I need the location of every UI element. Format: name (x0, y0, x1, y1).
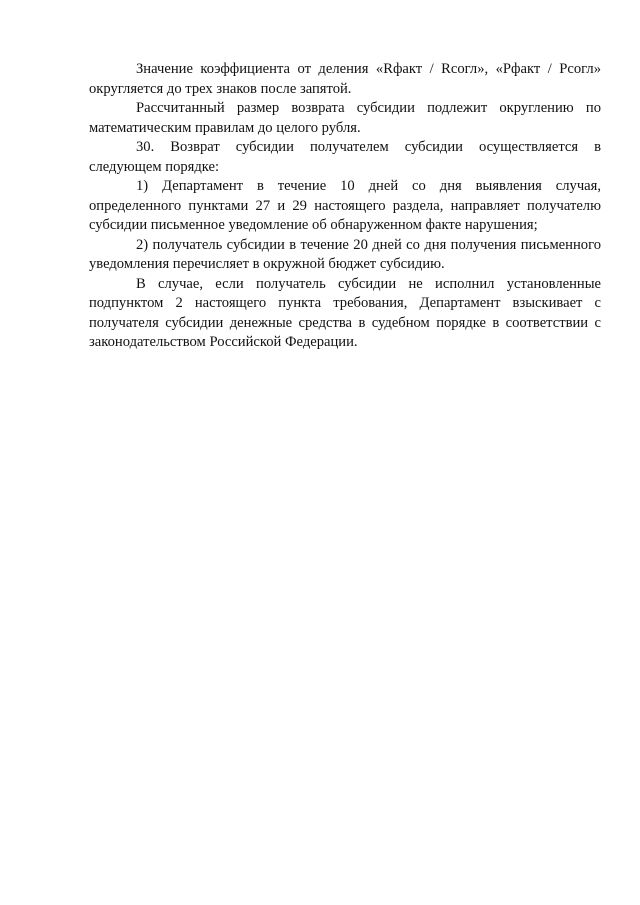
document-body (89, 60, 601, 353)
paragraph-subitem-2: 2) получатель субсидии в течение 20 дней со дня получения письменного уведомления перечисляет в окружной бюджет субсидию. (89, 236, 601, 272)
paragraph-coefficient-rounding: Значение коэффициента от деления «Rфакт / Rсогл», «Pфакт / Pсогл» округляется до трех знаков после запятой. (89, 61, 601, 97)
paragraph-refund-rounding: Рассчитанный размер возврата субсидии подлежит округлению по математическим правилам до целого рубля. (89, 100, 601, 136)
paragraph-refund-procedure: 30. Возврат субсидии получателем субсидии осуществляется в следующем порядке: (89, 139, 601, 175)
paragraph-court-recovery: В случае, если получатель субсидии не исполнил установленные подпунктом 2 настоящего пункта требования, Департамент взыскивает с получателя субсидии денежные средства в судебном порядке в соответствии с законодательством Российской Федерации. (89, 275, 601, 350)
paragraph-subitem-1: 1) Департамент в течение 10 дней со дня выявления случая, определенного пунктами 27 и 29 настоящего раздела, направляет получателю субсидии письменное уведомление об обнаруженном факте нарушения; (89, 178, 601, 233)
